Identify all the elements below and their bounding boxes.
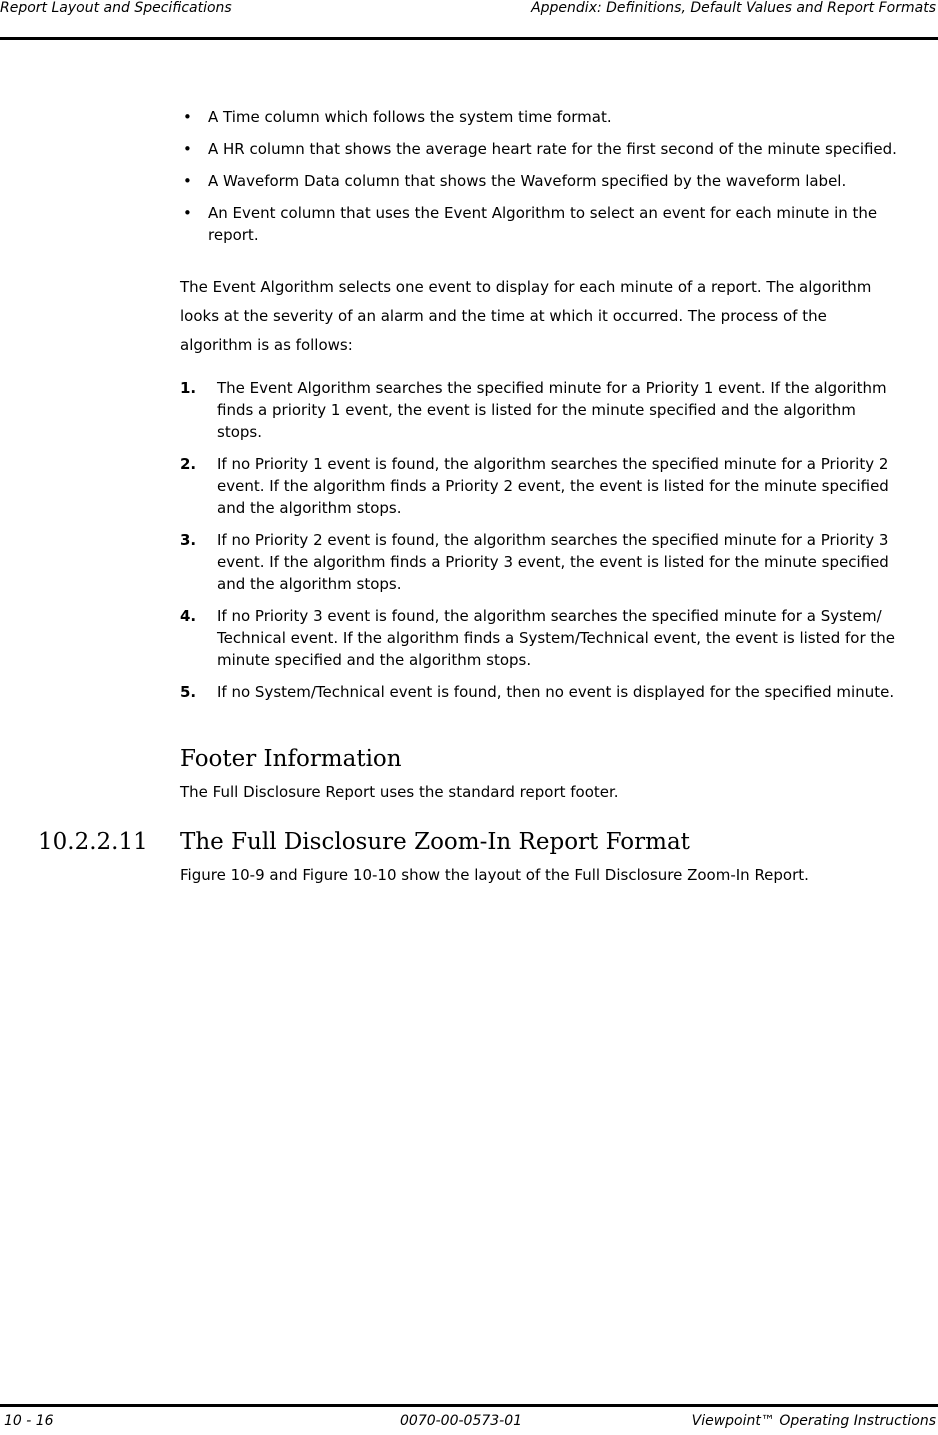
step-item [180, 453, 900, 519]
document-number: 0070-00-0573-01 [400, 1413, 523, 1429]
bullet-text: An Event column that uses the Event Algorithm to select an event for each minute in the report. [208, 204, 878, 244]
step-text: The Event Algorithm searches the specified minute for a Priority 1 event. If the algorithm finds a priority 1 event, the event is listed for the minute specified and the algorithm stops. [217, 379, 887, 441]
page-number: 10 - 16 [4, 1413, 54, 1429]
section-text: Figure 10-9 and Figure 10-10 show the layout of the Full Disclosure Zoom-In Report. [180, 866, 809, 884]
header-appendix-title: Appendix: Definitions, Default Values and Report Formats [531, 0, 936, 16]
bullet-text: A Waveform Data column that shows the Waveform specified by the waveform label. [208, 172, 847, 190]
step-text: If no System/Technical event is found, then no event is displayed for the specified minute. [217, 683, 895, 701]
footer-information-text: The Full Disclosure Report uses the standard report footer. [180, 783, 619, 801]
product-title: Viewpoint™ Operating Instructions [691, 1413, 936, 1429]
bullet-symbol: • [183, 108, 192, 126]
step-item [180, 377, 900, 443]
step-number: 3. [180, 531, 197, 549]
step-item [180, 605, 900, 671]
page-footer [0, 1404, 938, 1435]
bullet-symbol: • [183, 204, 192, 222]
bullet-item [180, 106, 898, 128]
bullet-text: A Time column which follows the system time format. [208, 108, 612, 126]
step-item [180, 529, 900, 595]
event-algorithm-intro: The Event Algorithm selects one event to display for each minute of a report. The algorithm looks at the severity of an alarm and the time at which it occurred. The process of the algorithm is as follows: [180, 278, 872, 354]
bullet-item [180, 138, 898, 160]
step-number: 5. [180, 683, 197, 701]
step-number: 4. [180, 607, 197, 625]
header-chapter-title: Report Layout and Specifications [0, 0, 232, 16]
footer-information-heading: Footer Information [180, 746, 402, 772]
step-text: If no Priority 1 event is found, the algorithm searches the specified minute for a Priority 2 event. If the algorithm finds a Priority 2 event, the event is listed for the minute specified and the algorithm stops. [217, 455, 889, 517]
bullet-item [180, 170, 898, 192]
bullet-text: A HR column that shows the average heart rate for the first second of the minute specified. [208, 140, 897, 158]
section-number: 10.2.2.11 [38, 829, 148, 855]
step-text: If no Priority 3 event is found, the algorithm searches the specified minute for a System/ Technical event. If the algorithm finds a System/Technical event, the event is listed for the minute specified and the algorithm stops. [217, 607, 896, 669]
bullet-symbol: • [183, 140, 192, 158]
step-number: 2. [180, 455, 197, 473]
bullet-symbol: • [183, 172, 192, 190]
bullet-item [180, 202, 898, 246]
step-item [180, 681, 900, 703]
algorithm-steps-list [180, 377, 900, 713]
section-title: The Full Disclosure Zoom-In Report Format [180, 829, 690, 855]
step-text: If no Priority 2 event is found, the algorithm searches the specified minute for a Priority 3 event. If the algorithm finds a Priority 3 event, the event is listed for the minute specified and the algorithm stops. [217, 531, 889, 593]
column-bullet-list [180, 106, 898, 256]
page-header [0, 0, 938, 40]
step-number: 1. [180, 379, 197, 397]
